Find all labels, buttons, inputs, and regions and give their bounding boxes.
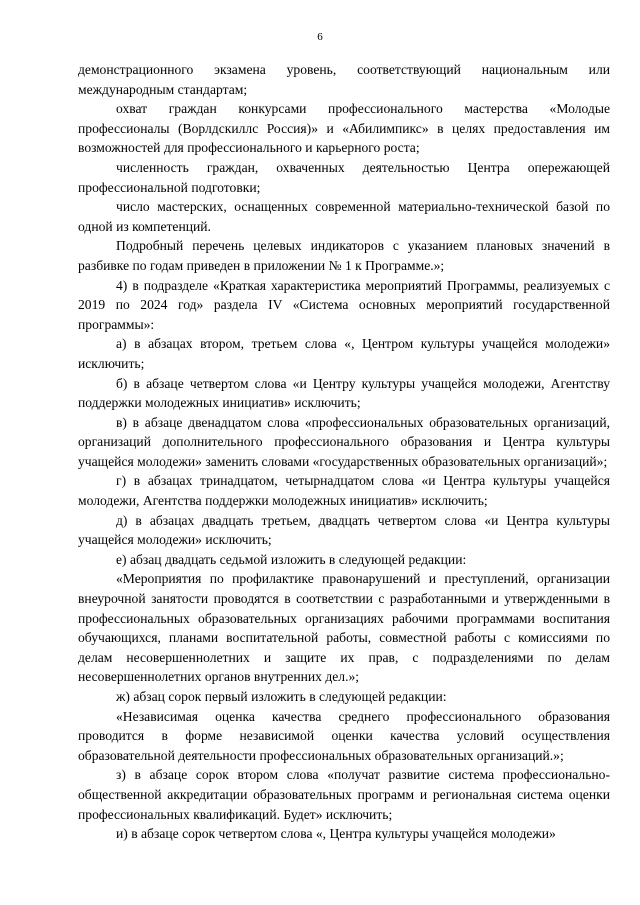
paragraph-item-a: а) в абзацах втором, третьем слова «, Центром культуры учащейся молодежи» исключить; <box>78 336 610 371</box>
paragraph-item-e: е) абзац двадцать седьмой изложить в следующей редакции: <box>116 551 467 567</box>
paragraph-workshops: число мастерских, оснащенных современной материально-технической базой по одной из компетенций. <box>78 199 610 234</box>
paragraph-quote-assessment: «Независимая оценка качества среднего профессионального образования проводится в форме независимой оценки качества условий осуществления образовательной деятельности профессиональных образовательных организаций.»; <box>78 708 610 763</box>
paragraph-item-i: и) в абзаце сорок четвертом слова «, Центра культуры учащейся молодежи» <box>116 826 556 842</box>
paragraph-item-z: з) в абзаце сорок втором слова «получат развитие система профессионально-общественной аккредитации образовательных программ и региональная система оценки профессиональных квалификаций. Будет» исключить; <box>78 767 610 822</box>
paragraph-item-v: в) в абзаце двенадцатом слова «профессиональных образовательных организаций, организаций дополнительного профессионального образования и Центра культуры учащейся молодежи» заменить словами «государственных образовательных организаций»; <box>78 414 610 469</box>
paragraph-item-4: 4) в подразделе «Краткая характеристика мероприятий Программы, реализуемых с 2019 по 2024 год» раздела IV «Система основных мероприятий государственной программы»: <box>78 277 610 332</box>
paragraph-citizens-count: численность граждан, охваченных деятельностью Центра опережающей профессиональной подготовки; <box>78 159 610 195</box>
paragraph-indicators: Подробный перечень целевых индикаторов с указанием плановых значений в разбивке по годам приведен в приложении № 1 к Программе.»; <box>78 238 610 273</box>
paragraph-item-d: д) в абзацах двадцать третьем, двадцать четвертом слова «и Центра культуры учащейся молодежи» исключить; <box>78 512 610 548</box>
paragraph-item-zh: ж) абзац сорок первый изложить в следующей редакции: <box>116 689 447 704</box>
paragraph-item-b: б) в абзаце четвертом слова «и Центру культуры учащейся молодежи, Агентству поддержки молодежных инициатив» исключить; <box>78 375 610 411</box>
paragraph-item-g: г) в абзацах тринадцатом, четырнадцатом слова «и Центра культуры учащейся молодежи, Агентства поддержки молодежных инициатив» исключить; <box>78 473 610 509</box>
paragraph-quote-prevention: «Мероприятия по профилактике правонарушений и преступлений, организации внеурочной занятости проводятся в соответствии с разработанными и утвержденными в профессиональных образовательных организациях рабочими программами воспитания обучающихся, планами воспитательной работы, совместной работы с комиссиями по делам несовершеннолетних и защите их прав, с подразделениями по делам несовершеннолетних органов внутренних дел.»; <box>78 571 610 685</box>
page-number: 6 <box>317 31 323 43</box>
document-body <box>78 60 610 844</box>
paragraph-continuation: демонстрационного экзамена уровень, соответствующий национальным или международным стандартам; <box>78 62 610 97</box>
paragraph-competition-coverage: охват граждан конкурсами профессионального мастерства «Молодые профессионалы (Ворлдскиллс Россия)» и «Абилимпикс» в целях предоставления им возможностей для профессионального и карьерного роста; <box>78 101 610 156</box>
